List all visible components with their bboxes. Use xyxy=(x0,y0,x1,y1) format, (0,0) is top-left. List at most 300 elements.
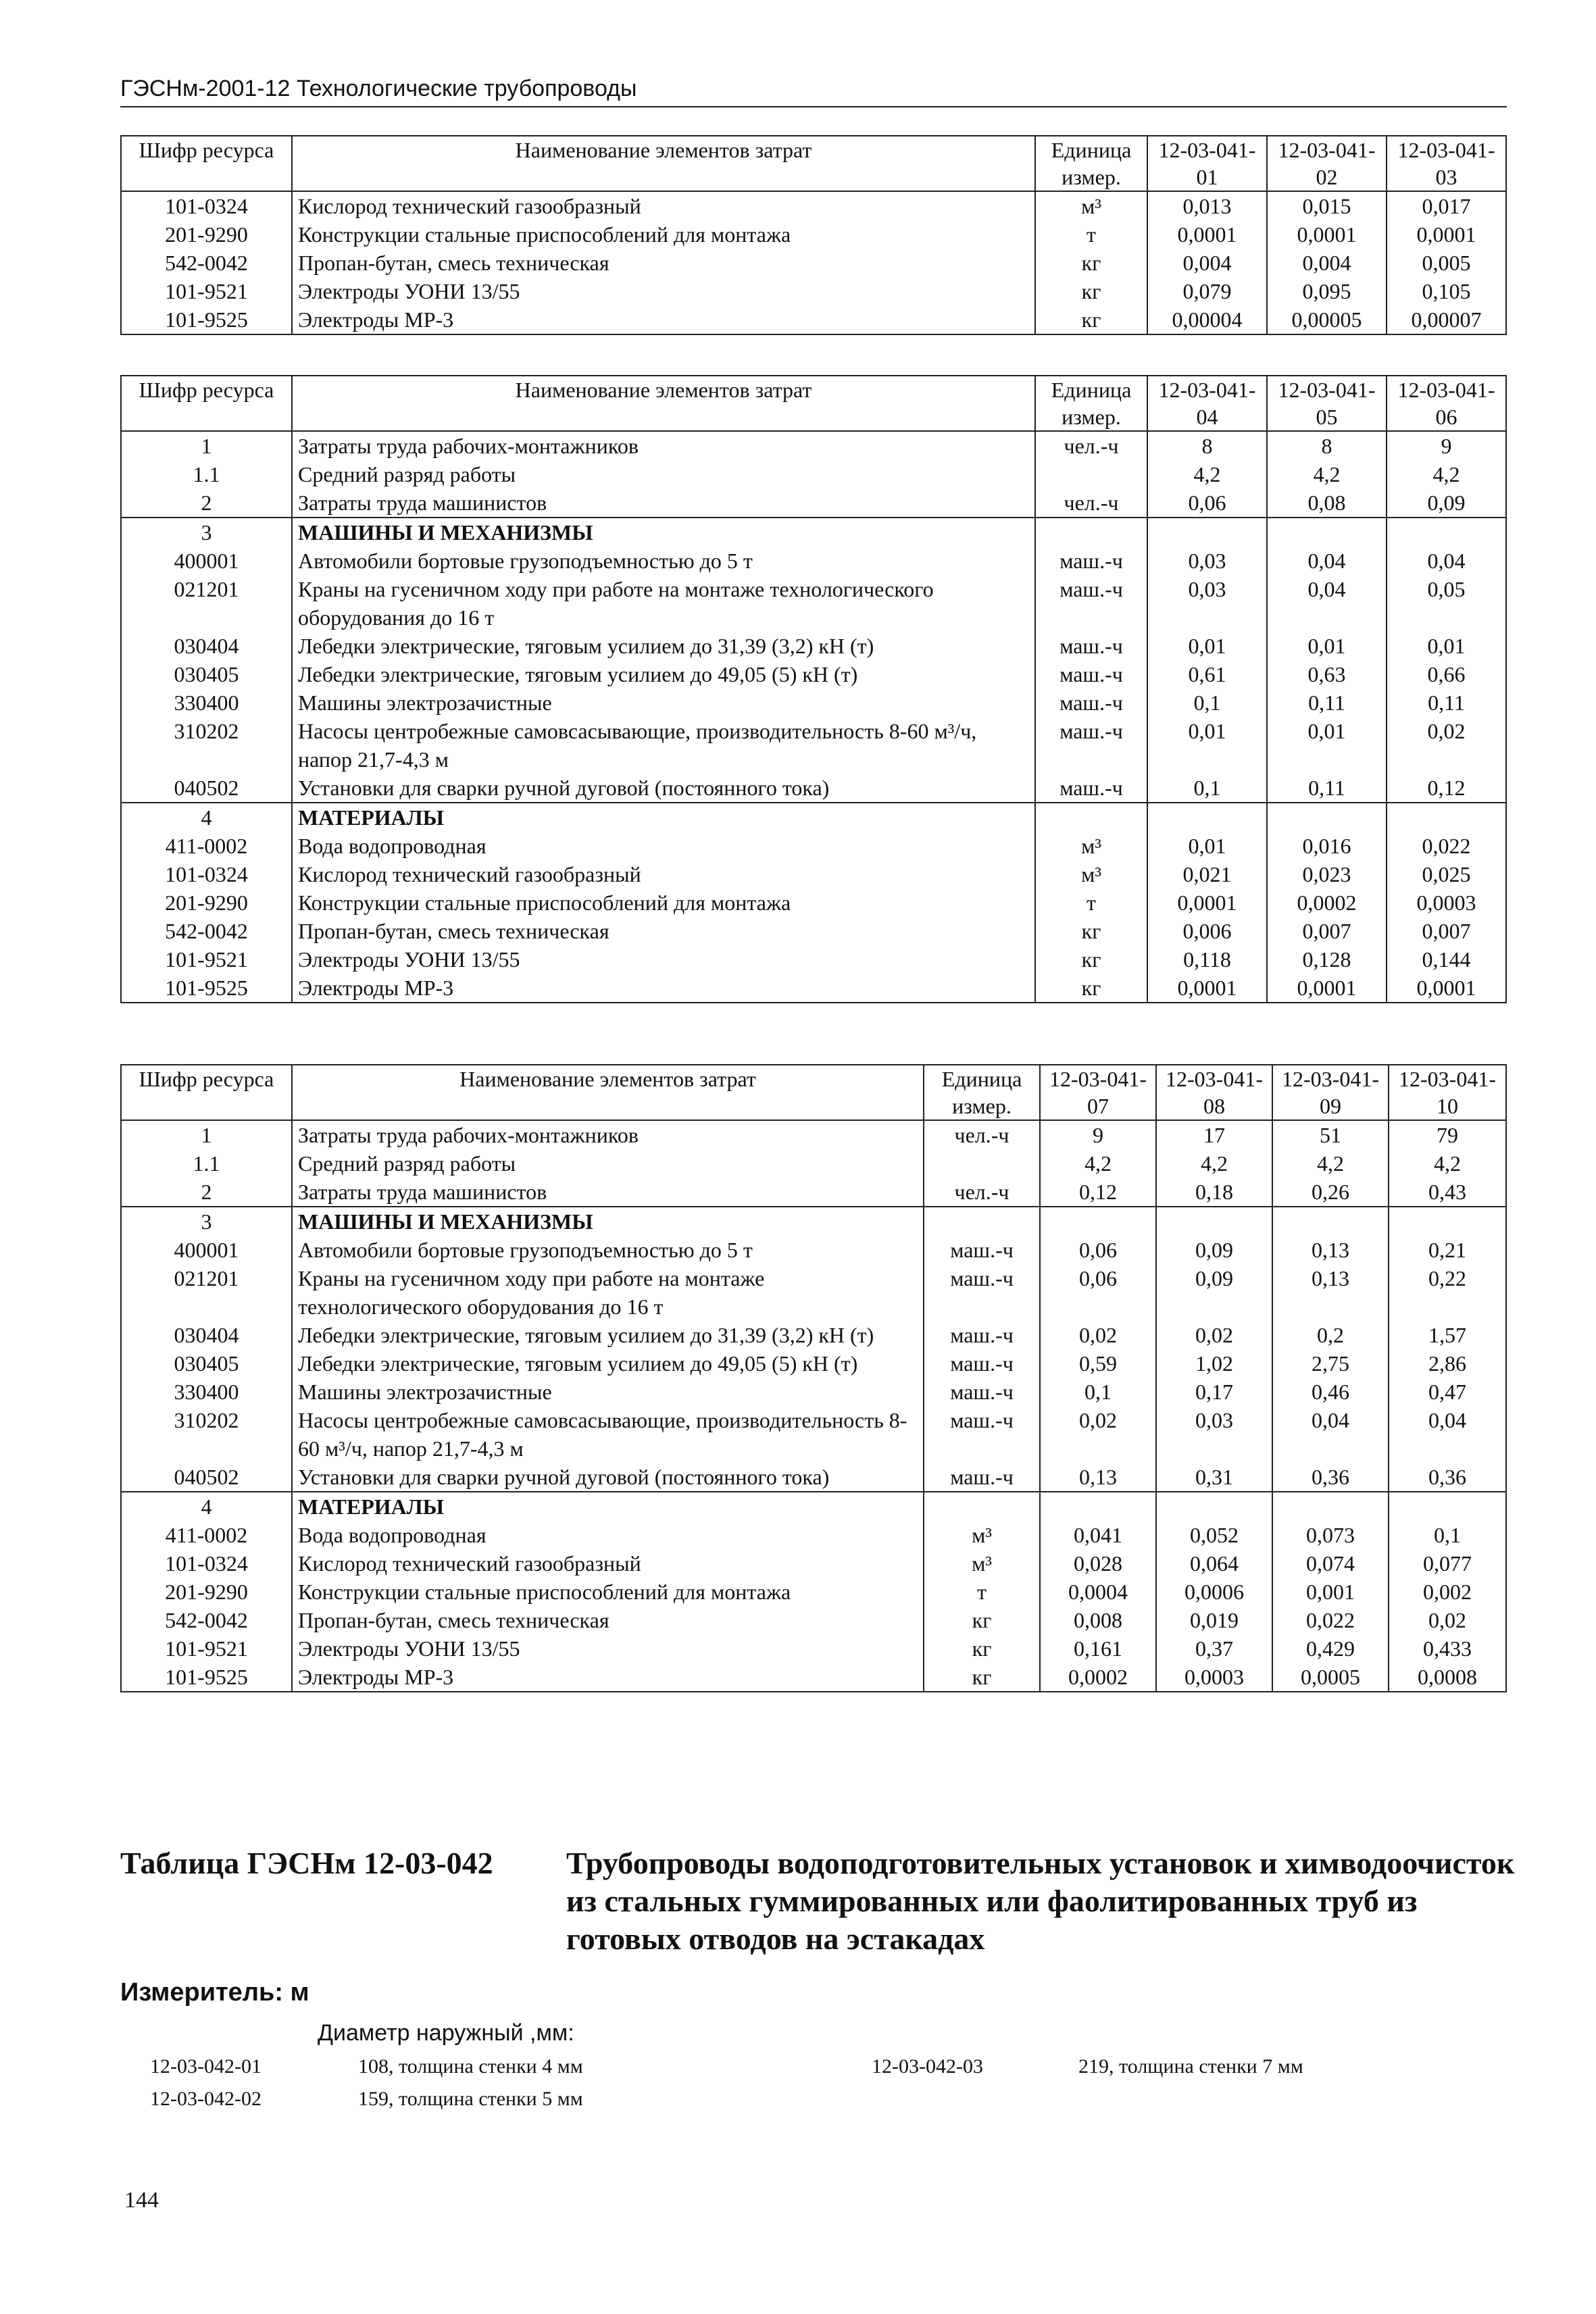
unit-cell: кг xyxy=(924,1606,1040,1634)
element-name-cell: Конструкции стальные приспособлений для монтажа xyxy=(292,220,1035,249)
element-name-cell: Вода водопроводная xyxy=(292,832,1035,860)
value-cell: 0,59 xyxy=(1040,1349,1156,1378)
col-header-code-041-07: 12-03-041-07 xyxy=(1040,1065,1156,1120)
unit-cell: кг xyxy=(924,1634,1040,1663)
value-cell: 79 xyxy=(1389,1120,1506,1149)
resource-code-cell: 411-0002 xyxy=(121,832,292,860)
table-row xyxy=(121,305,1506,334)
table-row xyxy=(121,220,1506,249)
resource-code-cell: 330400 xyxy=(121,688,292,717)
spec-desc: 159, толщина стенки 5 мм xyxy=(358,2088,583,2110)
unit-cell: чел.-ч xyxy=(1035,431,1147,460)
value-cell xyxy=(1387,803,1506,832)
spec-code: 12-03-042-02 xyxy=(150,2088,261,2110)
table-row xyxy=(121,431,1506,460)
section-row xyxy=(121,518,1506,547)
value-cell: 0,04 xyxy=(1272,1406,1389,1463)
element-name-cell: Краны на гусеничном ходу при работе на монтаже технологического оборудования до 16 т xyxy=(292,575,1035,632)
element-name-cell: Лебедки электрические, тяговым усилием до 31,39 (3,2) кН (т) xyxy=(292,1321,924,1349)
section-row xyxy=(121,1492,1506,1521)
value-cell: 1,57 xyxy=(1389,1321,1506,1349)
value-cell: 4,2 xyxy=(1147,460,1267,488)
value-cell: 0,023 xyxy=(1267,860,1387,888)
value-cell: 0,025 xyxy=(1387,860,1506,888)
resource-code-cell: 030404 xyxy=(121,632,292,660)
element-name-cell: Установки для сварки ручной дуговой (постоянного тока) xyxy=(292,1463,924,1492)
resource-code-cell: 3 xyxy=(121,518,292,547)
table-row xyxy=(121,1378,1506,1406)
table-row xyxy=(121,917,1506,945)
value-cell: 0,005 xyxy=(1387,249,1506,277)
col-header-code-041-04: 12-03-041-04 xyxy=(1147,376,1267,431)
value-cell: 0,022 xyxy=(1387,832,1506,860)
unit-cell: м³ xyxy=(1035,832,1147,860)
value-cell: 0,006 xyxy=(1147,917,1267,945)
cost-table-041-07-10 xyxy=(120,1064,1507,1692)
table-row xyxy=(121,547,1506,575)
table-row xyxy=(121,1521,1506,1549)
table-row xyxy=(121,832,1506,860)
col-header-code-041-01: 12-03-041-01 xyxy=(1147,136,1267,191)
unit-cell: маш.-ч xyxy=(1035,547,1147,575)
unit-cell xyxy=(1035,460,1147,488)
unit-cell: кг xyxy=(1035,974,1147,1003)
element-name-cell: Электроды МР-3 xyxy=(292,1663,924,1692)
element-name-cell: Кислород технический газообразный xyxy=(292,191,1035,220)
value-cell: 0,429 xyxy=(1272,1634,1389,1663)
value-cell: 0,1 xyxy=(1040,1378,1156,1406)
resource-code-cell: 4 xyxy=(121,1492,292,1521)
col-header-code: Шифр ресурса xyxy=(121,136,292,191)
element-name-cell: Лебедки электрические, тяговым усилием до 49,05 (5) кН (т) xyxy=(292,660,1035,688)
resource-code-cell: 101-9521 xyxy=(121,277,292,305)
resource-code-cell: 542-0042 xyxy=(121,1606,292,1634)
value-cell: 0,36 xyxy=(1389,1463,1506,1492)
value-cell: 0,0001 xyxy=(1387,220,1506,249)
table-row xyxy=(121,1549,1506,1578)
value-cell: 0,11 xyxy=(1267,774,1387,803)
resource-code-cell: 040502 xyxy=(121,774,292,803)
resource-code-cell: 101-0324 xyxy=(121,1549,292,1578)
col-header-code-041-02: 12-03-041-02 xyxy=(1267,136,1387,191)
value-cell: 2,86 xyxy=(1389,1349,1506,1378)
resource-code-cell: 330400 xyxy=(121,1378,292,1406)
table-row xyxy=(121,1578,1506,1606)
unit-cell xyxy=(924,1207,1040,1236)
value-cell xyxy=(1147,518,1267,547)
value-cell: 0,0002 xyxy=(1267,888,1387,917)
value-cell: 0,041 xyxy=(1040,1521,1156,1549)
table-row xyxy=(121,1463,1506,1492)
value-cell: 0,0008 xyxy=(1389,1663,1506,1692)
unit-cell: маш.-ч xyxy=(1035,688,1147,717)
unit-cell: маш.-ч xyxy=(924,1349,1040,1378)
value-cell: 0,144 xyxy=(1387,945,1506,974)
value-cell: 0,074 xyxy=(1272,1549,1389,1578)
col-header-code-041-10: 12-03-041-10 xyxy=(1389,1065,1506,1120)
value-cell: 0,06 xyxy=(1147,488,1267,518)
value-cell: 0,36 xyxy=(1272,1463,1389,1492)
resource-code-cell: 542-0042 xyxy=(121,917,292,945)
resource-code-cell: 1 xyxy=(121,431,292,460)
value-cell: 0,03 xyxy=(1147,575,1267,632)
value-cell: 0,0001 xyxy=(1267,220,1387,249)
unit-cell: маш.-ч xyxy=(924,1378,1040,1406)
resource-code-cell: 021201 xyxy=(121,575,292,632)
value-cell: 0,019 xyxy=(1156,1606,1272,1634)
value-cell: 0,001 xyxy=(1272,1578,1389,1606)
value-cell: 0,004 xyxy=(1147,249,1267,277)
value-cell: 0,04 xyxy=(1267,575,1387,632)
value-cell: 0,02 xyxy=(1040,1321,1156,1349)
value-cell: 0,02 xyxy=(1387,717,1506,774)
col-header-name: Наименование элементов затрат xyxy=(292,1065,924,1120)
unit-cell xyxy=(1035,518,1147,547)
value-cell: 0,0001 xyxy=(1147,220,1267,249)
unit-cell: чел.-ч xyxy=(924,1178,1040,1207)
value-cell: 0,00004 xyxy=(1147,305,1267,334)
spec-code: 12-03-042-01 xyxy=(150,2055,261,2078)
value-cell: 0,21 xyxy=(1389,1236,1506,1264)
value-cell: 0,01 xyxy=(1147,717,1267,774)
element-name-cell: Насосы центробежные самовсасывающие, производительность 8-60 м³/ч, напор 21,7-4,3 м xyxy=(292,717,1035,774)
value-cell: 8 xyxy=(1147,431,1267,460)
value-cell xyxy=(1040,1492,1156,1521)
value-cell: 0,63 xyxy=(1267,660,1387,688)
value-cell xyxy=(1267,518,1387,547)
table-row xyxy=(121,860,1506,888)
col-header-code-041-09: 12-03-041-09 xyxy=(1272,1065,1389,1120)
unit-cell: маш.-ч xyxy=(924,1463,1040,1492)
value-cell: 0,021 xyxy=(1147,860,1267,888)
unit-cell: маш.-ч xyxy=(924,1321,1040,1349)
value-cell: 0,017 xyxy=(1387,191,1506,220)
table-row xyxy=(121,1663,1506,1692)
value-cell: 0,0006 xyxy=(1156,1578,1272,1606)
table-row xyxy=(121,1406,1506,1463)
col-header-name: Наименование элементов затрат xyxy=(292,136,1035,191)
value-cell: 0,118 xyxy=(1147,945,1267,974)
element-name-cell: Затраты труда рабочих-монтажников xyxy=(292,1120,924,1149)
value-cell: 0,161 xyxy=(1040,1634,1156,1663)
value-cell: 4,2 xyxy=(1387,460,1506,488)
element-name-cell: Средний разряд работы xyxy=(292,1149,924,1178)
value-cell: 0,46 xyxy=(1272,1378,1389,1406)
value-cell: 0,02 xyxy=(1156,1321,1272,1349)
unit-cell: маш.-ч xyxy=(1035,575,1147,632)
unit-cell: т xyxy=(1035,888,1147,917)
value-cell xyxy=(1387,518,1506,547)
element-name-cell: Автомобили бортовые грузоподъемностью до 5 т xyxy=(292,1236,924,1264)
value-cell: 0,0001 xyxy=(1147,974,1267,1003)
col-header-unit: Единица измер. xyxy=(1035,376,1147,431)
col-header-code-041-08: 12-03-041-08 xyxy=(1156,1065,1272,1120)
resource-code-cell: 310202 xyxy=(121,1406,292,1463)
unit-cell: кг xyxy=(1035,305,1147,334)
value-cell: 0,01 xyxy=(1267,632,1387,660)
table-row xyxy=(121,717,1506,774)
table-row xyxy=(121,460,1506,488)
element-name-cell: Кислород технический газообразный xyxy=(292,1549,924,1578)
value-cell: 0,064 xyxy=(1156,1549,1272,1578)
value-cell: 0,052 xyxy=(1156,1521,1272,1549)
resource-code-cell: 101-0324 xyxy=(121,860,292,888)
value-cell: 0,0001 xyxy=(1387,974,1506,1003)
value-cell: 0,13 xyxy=(1040,1463,1156,1492)
value-cell: 0,17 xyxy=(1156,1378,1272,1406)
unit-cell: маш.-ч xyxy=(1035,632,1147,660)
value-cell: 0,0002 xyxy=(1040,1663,1156,1692)
table-row xyxy=(121,688,1506,717)
value-cell xyxy=(1272,1492,1389,1521)
value-cell: 0,12 xyxy=(1387,774,1506,803)
element-name-cell: Конструкции стальные приспособлений для монтажа xyxy=(292,888,1035,917)
resource-code-cell: 400001 xyxy=(121,547,292,575)
unit-cell: т xyxy=(1035,220,1147,249)
value-cell: 0,128 xyxy=(1267,945,1387,974)
spec-desc: 108, толщина стенки 4 мм xyxy=(358,2055,583,2078)
value-cell: 0,04 xyxy=(1389,1406,1506,1463)
value-cell: 0,079 xyxy=(1147,277,1267,305)
table-042-title: Трубопроводы водоподготовительных установок и химводоочисток из стальных гуммированных или фаолитированных труб из готовых отводов на эстакадах xyxy=(566,1846,1515,1956)
table-row xyxy=(121,1149,1506,1178)
value-cell: 1,02 xyxy=(1156,1349,1272,1378)
table-row xyxy=(121,1634,1506,1663)
value-cell xyxy=(1272,1207,1389,1236)
value-cell: 0,61 xyxy=(1147,660,1267,688)
table-row xyxy=(121,774,1506,803)
resource-code-cell: 4 xyxy=(121,803,292,832)
resource-code-cell: 030405 xyxy=(121,660,292,688)
value-cell xyxy=(1147,803,1267,832)
resource-code-cell: 201-9290 xyxy=(121,888,292,917)
unit-cell xyxy=(1035,803,1147,832)
value-cell: 0,00005 xyxy=(1267,305,1387,334)
resource-code-cell: 2 xyxy=(121,1178,292,1207)
resource-code-cell: 201-9290 xyxy=(121,220,292,249)
resource-code-cell: 030405 xyxy=(121,1349,292,1378)
table-row xyxy=(121,1606,1506,1634)
unit-cell: маш.-ч xyxy=(924,1264,1040,1321)
unit-cell xyxy=(924,1149,1040,1178)
value-cell: 0,007 xyxy=(1387,917,1506,945)
value-cell: 0,00007 xyxy=(1387,305,1506,334)
value-cell: 0,08 xyxy=(1267,488,1387,518)
value-cell: 0,18 xyxy=(1156,1178,1272,1207)
element-name-cell: Лебедки электрические, тяговым усилием до 49,05 (5) кН (т) xyxy=(292,1349,924,1378)
value-cell: 0,1 xyxy=(1147,688,1267,717)
table-row xyxy=(121,1321,1506,1349)
value-cell: 0,02 xyxy=(1040,1406,1156,1463)
value-cell: 4,2 xyxy=(1272,1149,1389,1178)
element-name-cell: Установки для сварки ручной дуговой (постоянного тока) xyxy=(292,774,1035,803)
table-row xyxy=(121,1349,1506,1378)
element-name-cell: Электроды УОНИ 13/55 xyxy=(292,1634,924,1663)
value-cell: 0,11 xyxy=(1387,688,1506,717)
value-cell xyxy=(1040,1207,1156,1236)
unit-cell: чел.-ч xyxy=(1035,488,1147,518)
element-name-cell: Электроды МР-3 xyxy=(292,305,1035,334)
page-header xyxy=(120,76,1507,107)
unit-cell: м³ xyxy=(924,1521,1040,1549)
value-cell xyxy=(1389,1492,1506,1521)
value-cell: 0,007 xyxy=(1267,917,1387,945)
element-name-cell: Кислород технический газообразный xyxy=(292,860,1035,888)
element-name-cell: Автомобили бортовые грузоподъемностью до 5 т xyxy=(292,547,1035,575)
resource-code-cell: 040502 xyxy=(121,1463,292,1492)
value-cell: 0,13 xyxy=(1272,1236,1389,1264)
unit-cell: т xyxy=(924,1578,1040,1606)
col-header-name: Наименование элементов затрат xyxy=(292,376,1035,431)
value-cell: 0,013 xyxy=(1147,191,1267,220)
value-cell: 0,028 xyxy=(1040,1549,1156,1578)
col-header-code-041-05: 12-03-041-05 xyxy=(1267,376,1387,431)
value-cell: 0,04 xyxy=(1267,547,1387,575)
value-cell: 0,2 xyxy=(1272,1321,1389,1349)
element-name-cell: Затраты труда машинистов xyxy=(292,1178,924,1207)
resource-code-cell: 1 xyxy=(121,1120,292,1149)
value-cell: 0,077 xyxy=(1389,1549,1506,1578)
col-header-code-041-03: 12-03-041-03 xyxy=(1387,136,1506,191)
unit-cell: м³ xyxy=(1035,191,1147,220)
value-cell: 0,1 xyxy=(1389,1521,1506,1549)
value-cell: 0,0003 xyxy=(1387,888,1506,917)
value-cell: 4,2 xyxy=(1389,1149,1506,1178)
unit-cell: кг xyxy=(1035,277,1147,305)
table-row xyxy=(121,249,1506,277)
value-cell: 0,09 xyxy=(1156,1264,1272,1321)
value-cell: 0,13 xyxy=(1272,1264,1389,1321)
value-cell: 17 xyxy=(1156,1120,1272,1149)
unit-cell: кг xyxy=(924,1663,1040,1692)
value-cell: 0,433 xyxy=(1389,1634,1506,1663)
value-cell: 0,004 xyxy=(1267,249,1387,277)
element-name-cell: Пропан-бутан, смесь техническая xyxy=(292,917,1035,945)
value-cell: 0,015 xyxy=(1267,191,1387,220)
element-name-cell: МАШИНЫ И МЕХАНИЗМЫ xyxy=(292,1207,924,1236)
resource-code-cell: 542-0042 xyxy=(121,249,292,277)
value-cell: 0,095 xyxy=(1267,277,1387,305)
value-cell: 0,47 xyxy=(1389,1378,1506,1406)
value-cell xyxy=(1156,1492,1272,1521)
table-row xyxy=(121,191,1506,220)
col-header-code-041-06: 12-03-041-06 xyxy=(1387,376,1506,431)
unit-cell: маш.-ч xyxy=(1035,774,1147,803)
resource-code-cell: 021201 xyxy=(121,1264,292,1321)
element-name-cell: МАШИНЫ И МЕХАНИЗМЫ xyxy=(292,518,1035,547)
value-cell: 0,016 xyxy=(1267,832,1387,860)
value-cell: 9 xyxy=(1040,1120,1156,1149)
element-name-cell: Лебедки электрические, тяговым усилием до 31,39 (3,2) кН (т) xyxy=(292,632,1035,660)
col-header-code: Шифр ресурса xyxy=(121,376,292,431)
unit-cell: маш.-ч xyxy=(1035,717,1147,774)
value-cell: 0,04 xyxy=(1387,547,1506,575)
resource-code-cell: 030404 xyxy=(121,1321,292,1349)
resource-code-cell: 101-0324 xyxy=(121,191,292,220)
value-cell: 0,03 xyxy=(1147,547,1267,575)
element-name-cell: Пропан-бутан, смесь техническая xyxy=(292,249,1035,277)
resource-code-cell: 3 xyxy=(121,1207,292,1236)
value-cell: 0,11 xyxy=(1267,688,1387,717)
diameter-label: Диаметр наружный ,мм: xyxy=(318,2020,574,2046)
unit-cell: чел.-ч xyxy=(924,1120,1040,1149)
value-cell xyxy=(1389,1207,1506,1236)
value-cell: 0,002 xyxy=(1389,1578,1506,1606)
measure-unit: Измеритель: м xyxy=(120,1978,309,2007)
resource-code-cell: 101-9525 xyxy=(121,1663,292,1692)
value-cell: 0,105 xyxy=(1387,277,1506,305)
element-name-cell: Машины электрозачистные xyxy=(292,688,1035,717)
element-name-cell: Пропан-бутан, смесь техническая xyxy=(292,1606,924,1634)
value-cell: 0,03 xyxy=(1156,1406,1272,1463)
value-cell: 0,12 xyxy=(1040,1178,1156,1207)
table-row xyxy=(121,660,1506,688)
value-cell: 51 xyxy=(1272,1120,1389,1149)
resource-code-cell: 2 xyxy=(121,488,292,518)
cost-table-041-01-03 xyxy=(120,135,1507,335)
unit-cell: кг xyxy=(1035,249,1147,277)
spec-desc: 219, толщина стенки 7 мм xyxy=(1078,2055,1303,2078)
value-cell: 0,0001 xyxy=(1147,888,1267,917)
section-row xyxy=(121,1207,1506,1236)
col-header-unit: Единица измер. xyxy=(1035,136,1147,191)
value-cell: 4,2 xyxy=(1156,1149,1272,1178)
element-name-cell: Краны на гусеничном ходу при работе на монтаже технологического оборудования до 16 т xyxy=(292,1264,924,1321)
value-cell: 0,01 xyxy=(1147,632,1267,660)
value-cell: 4,2 xyxy=(1267,460,1387,488)
value-cell: 0,66 xyxy=(1387,660,1506,688)
resource-code-cell: 101-9521 xyxy=(121,945,292,974)
resource-code-cell: 310202 xyxy=(121,717,292,774)
element-name-cell: Конструкции стальные приспособлений для монтажа xyxy=(292,1578,924,1606)
value-cell: 0,06 xyxy=(1040,1236,1156,1264)
unit-cell xyxy=(924,1492,1040,1521)
value-cell: 0,05 xyxy=(1387,575,1506,632)
value-cell: 0,37 xyxy=(1156,1634,1272,1663)
section-row xyxy=(121,803,1506,832)
table-row xyxy=(121,1264,1506,1321)
value-cell: 0,073 xyxy=(1272,1521,1389,1549)
value-cell xyxy=(1267,803,1387,832)
element-name-cell: Затраты труда машинистов xyxy=(292,488,1035,518)
resource-code-cell: 1.1 xyxy=(121,460,292,488)
element-name-cell: Вода водопроводная xyxy=(292,1521,924,1549)
table-row xyxy=(121,488,1506,518)
value-cell: 0,0003 xyxy=(1156,1663,1272,1692)
table-row xyxy=(121,888,1506,917)
value-cell: 0,1 xyxy=(1147,774,1267,803)
resource-code-cell: 101-9525 xyxy=(121,974,292,1003)
value-cell: 0,01 xyxy=(1387,632,1506,660)
unit-cell: маш.-ч xyxy=(924,1406,1040,1463)
unit-cell: маш.-ч xyxy=(1035,660,1147,688)
value-cell: 9 xyxy=(1387,431,1506,460)
value-cell: 0,0004 xyxy=(1040,1578,1156,1606)
table-row xyxy=(121,575,1506,632)
unit-cell: м³ xyxy=(1035,860,1147,888)
table-row xyxy=(121,1178,1506,1207)
element-name-cell: Затраты труда рабочих-монтажников xyxy=(292,431,1035,460)
element-name-cell: Электроды МР-3 xyxy=(292,974,1035,1003)
element-name-cell: Насосы центробежные самовсасывающие, производительность 8-60 м³/ч, напор 21,7-4,3 м xyxy=(292,1406,924,1463)
resource-code-cell: 101-9521 xyxy=(121,1634,292,1663)
col-header-code: Шифр ресурса xyxy=(121,1065,292,1120)
table-row xyxy=(121,1236,1506,1264)
page-header-title: ГЭСНм-2001-12 Технологические трубопроводы xyxy=(120,76,637,101)
value-cell: 0,31 xyxy=(1156,1463,1272,1492)
resource-code-cell: 101-9525 xyxy=(121,305,292,334)
value-cell: 0,008 xyxy=(1040,1606,1156,1634)
